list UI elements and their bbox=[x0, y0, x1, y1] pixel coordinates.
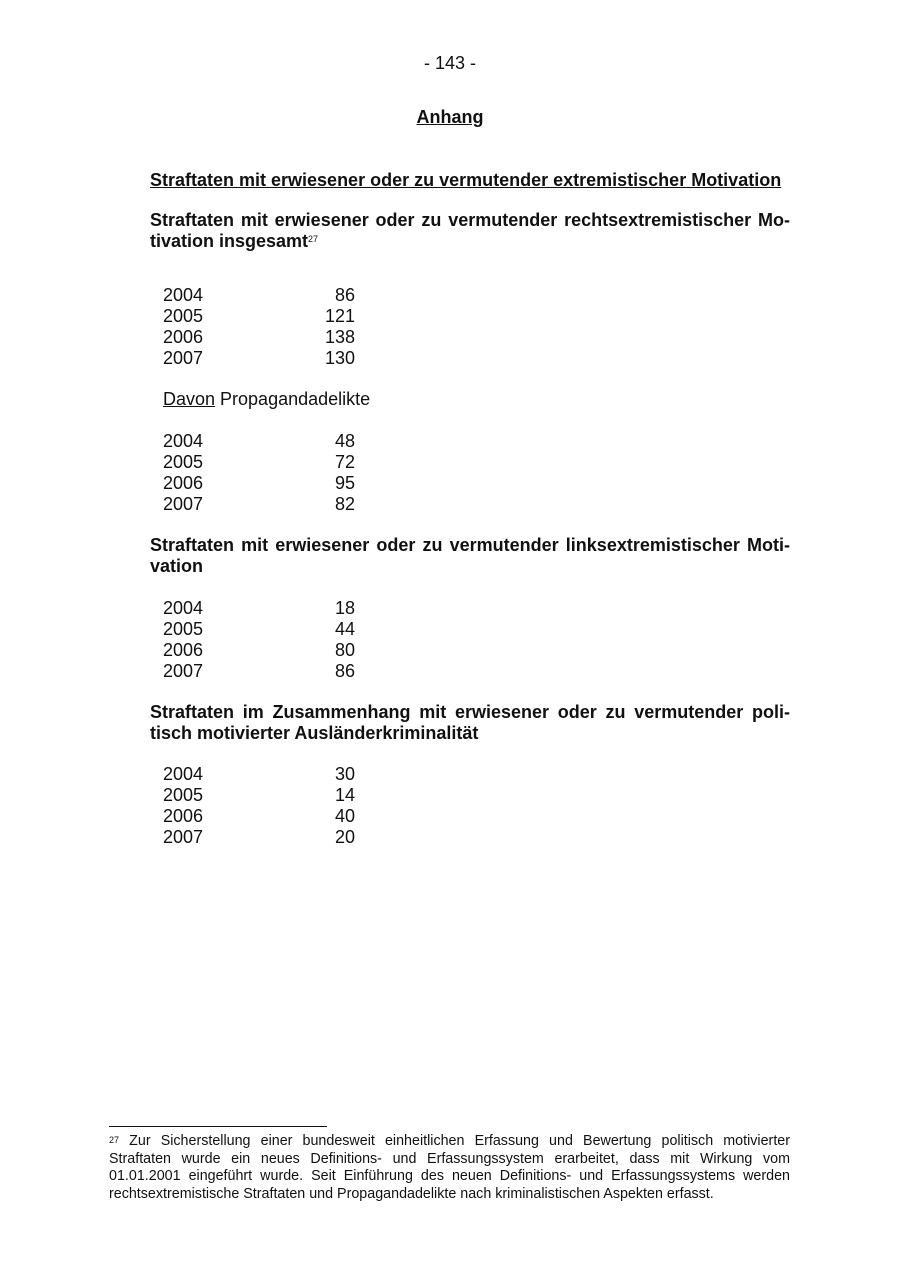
table-foreigner-crime bbox=[163, 764, 355, 848]
heading-line: vation bbox=[150, 556, 204, 576]
sub-label-text: Propagandadelikte bbox=[215, 389, 371, 409]
table-row bbox=[163, 619, 355, 640]
value-cell: 30 bbox=[334, 764, 355, 784]
sub-label-underlined: Davon bbox=[163, 389, 216, 409]
heading-line: Straftaten mit erwiesener oder zu vermutender linksextremistischer Moti- bbox=[150, 535, 790, 555]
heading-text: tivation insgesamt bbox=[150, 231, 309, 251]
heading-line bbox=[150, 231, 790, 252]
year-cell: 2006 bbox=[163, 806, 204, 826]
value-cell: 20 bbox=[334, 827, 355, 847]
table-row bbox=[163, 452, 355, 473]
year-cell: 2005 bbox=[163, 619, 204, 639]
year-cell: 2004 bbox=[163, 431, 204, 451]
table-row bbox=[163, 473, 355, 494]
table-row bbox=[163, 285, 355, 306]
year-cell: 2005 bbox=[163, 306, 204, 326]
year-cell: 2007 bbox=[163, 348, 204, 368]
table-row bbox=[163, 306, 355, 327]
year-cell: 2006 bbox=[163, 327, 204, 347]
heading-line: Straftaten mit erwiesener oder zu vermutender rechtsextremistischer Mo- bbox=[150, 210, 790, 230]
table-row bbox=[163, 764, 355, 785]
table-right-extremist bbox=[163, 285, 355, 369]
footnote bbox=[109, 1133, 790, 1203]
value-cell: 18 bbox=[334, 598, 355, 618]
section-heading-foreigner-crime bbox=[150, 702, 790, 744]
table-row bbox=[163, 827, 355, 848]
footnote-divider bbox=[109, 1126, 327, 1127]
value-cell: 95 bbox=[334, 473, 355, 493]
value-cell: 80 bbox=[334, 640, 355, 660]
value-cell: 14 bbox=[334, 785, 355, 805]
table-row bbox=[163, 640, 355, 661]
year-cell: 2007 bbox=[163, 827, 204, 847]
table-propaganda bbox=[163, 431, 355, 515]
table-left-extremist bbox=[163, 598, 355, 682]
year-cell: 2006 bbox=[163, 640, 204, 660]
section-heading-right-extremist bbox=[150, 210, 790, 252]
sub-label-propaganda bbox=[163, 389, 370, 410]
table-row bbox=[163, 327, 355, 348]
year-cell: 2004 bbox=[163, 598, 204, 618]
table-row bbox=[163, 598, 355, 619]
appendix-title: Anhang bbox=[416, 107, 484, 127]
value-cell: 130 bbox=[324, 348, 355, 368]
main-heading: Straftaten mit erwiesener oder zu vermutender extremistischer Motivation bbox=[150, 170, 782, 190]
value-cell: 86 bbox=[334, 661, 355, 681]
value-cell: 121 bbox=[324, 306, 355, 326]
footnote-number: 27 bbox=[109, 1135, 120, 1145]
year-cell: 2006 bbox=[163, 473, 204, 493]
table-row bbox=[163, 785, 355, 806]
section-heading-left-extremist bbox=[150, 535, 790, 577]
value-cell: 40 bbox=[334, 806, 355, 826]
year-cell: 2005 bbox=[163, 785, 204, 805]
value-cell: 48 bbox=[334, 431, 355, 451]
footnote-text: Zur Sicherstellung einer bundesweit einheitlichen Erfassung und Bewertung politisch motivierter Straftaten wurde ein neues Definitions- und Erfassungssystem erarbeitet, dass mit Wirkung vom 01.01.2001 eingeführt wurde. Seit Einführung des neuen Definitions- und Erfassungssystems werden rechtsextremistische Straftaten und Propagandadelikte nach kriminalistischen Aspekten erfasst. bbox=[109, 1133, 790, 1202]
table-row bbox=[163, 431, 355, 452]
year-cell: 2005 bbox=[163, 452, 204, 472]
value-cell: 82 bbox=[334, 494, 355, 514]
year-cell: 2004 bbox=[163, 285, 204, 305]
heading-line: tisch motivierter Ausländerkriminalität bbox=[150, 723, 479, 743]
footnote-reference: 27 bbox=[308, 234, 319, 244]
page-number: - 143 - bbox=[423, 53, 477, 73]
year-cell: 2004 bbox=[163, 764, 204, 784]
table-row bbox=[163, 806, 355, 827]
value-cell: 86 bbox=[334, 285, 355, 305]
heading-line: Straftaten im Zusammenhang mit erwiesener oder zu vermutender poli- bbox=[150, 702, 790, 722]
table-row bbox=[163, 661, 355, 682]
year-cell: 2007 bbox=[163, 661, 204, 681]
value-cell: 138 bbox=[324, 327, 355, 347]
table-row bbox=[163, 494, 355, 515]
year-cell: 2007 bbox=[163, 494, 204, 514]
value-cell: 44 bbox=[334, 619, 355, 639]
value-cell: 72 bbox=[334, 452, 355, 472]
table-row bbox=[163, 348, 355, 369]
